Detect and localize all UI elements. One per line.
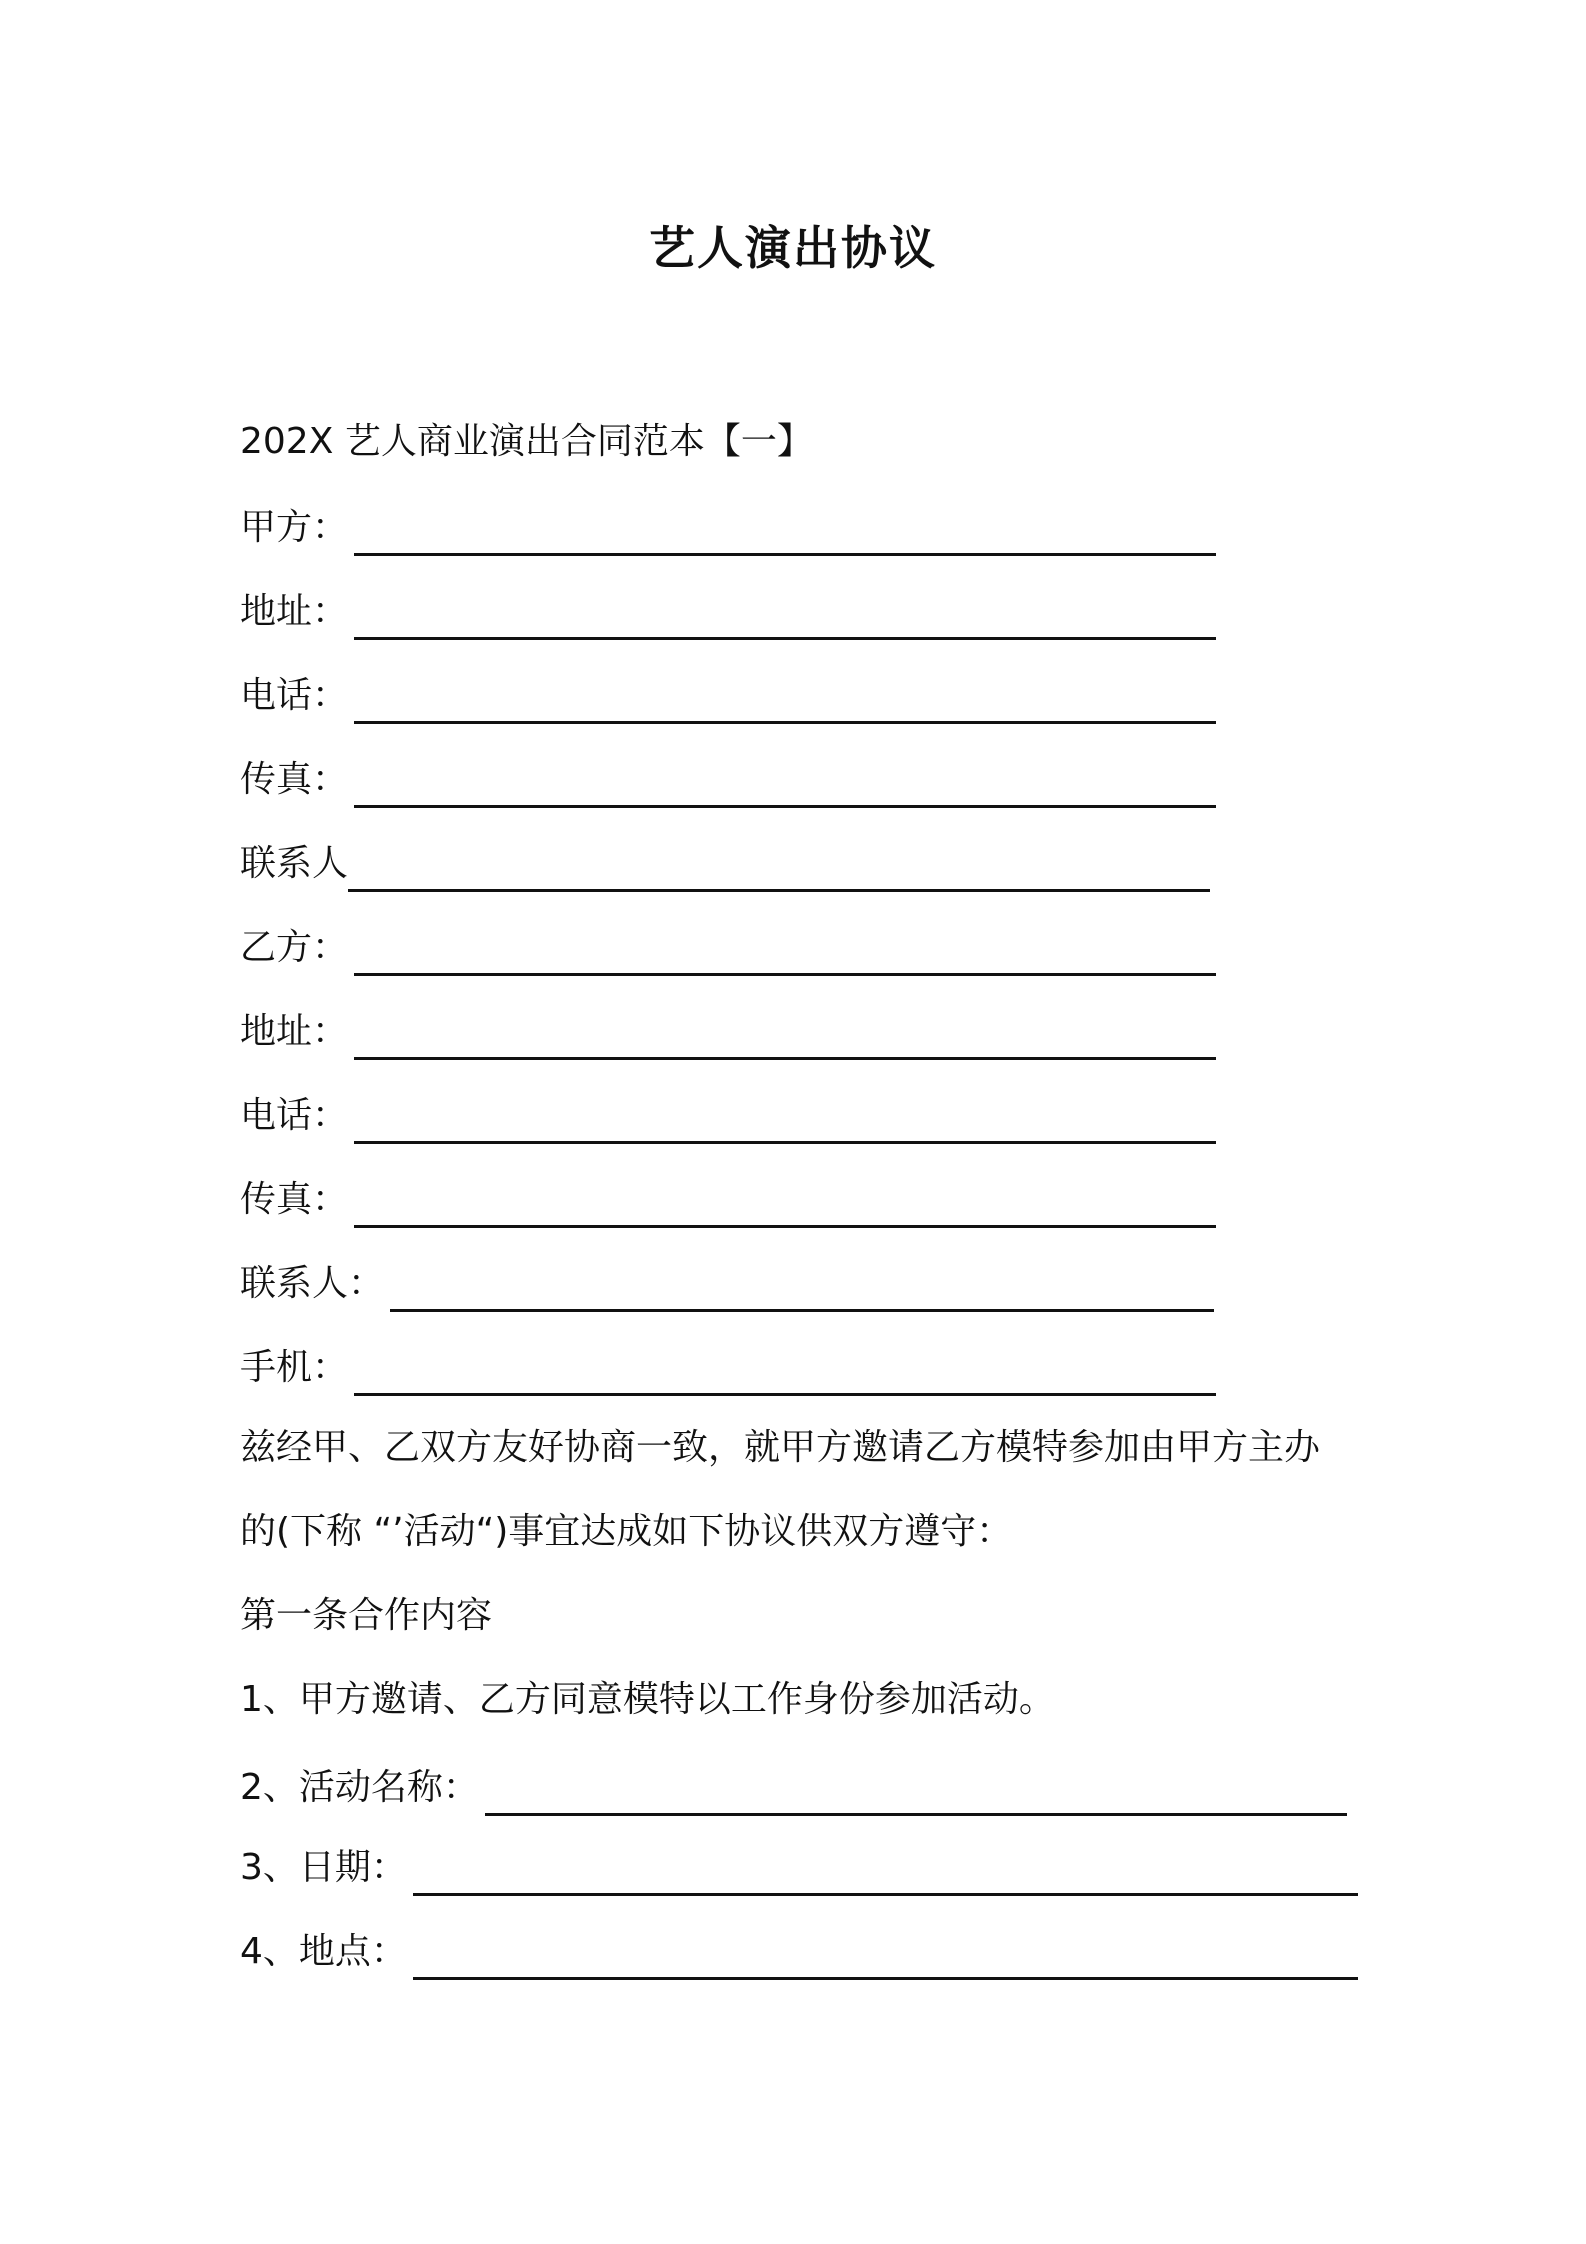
party-b-contact-blank[interactable] [390, 1269, 1214, 1312]
party-b-phone-blank[interactable] [354, 1101, 1216, 1144]
party-b-address-label: 地址： [240, 1011, 349, 1052]
party-b-phone-label: 电话： [240, 1095, 349, 1136]
article-1-item-1: 1、甲方邀请、乙方同意模特以工作身份参加活动。 [240, 1679, 1055, 1720]
intro-paragraph-line-1: 兹经甲、乙双方友好协商一致，就甲方邀请乙方模特参加由甲方主办 [240, 1427, 1321, 1468]
document-title: 艺人演出协议 [649, 221, 937, 275]
article-1-item-3-field [240, 1840, 1358, 1896]
party-a-address-field [240, 584, 1216, 640]
activity-name-blank[interactable] [485, 1773, 1347, 1816]
article-1-heading: 第一条合作内容 [240, 1595, 493, 1636]
party-b-phone-field [240, 1088, 1216, 1144]
party-b-contact-field [240, 1256, 1214, 1312]
party-a-fax-field [240, 752, 1216, 808]
location-label: 4、地点： [240, 1931, 407, 1972]
party-a-contact-blank[interactable] [348, 849, 1210, 892]
party-b-address-blank[interactable] [354, 1017, 1216, 1060]
party-b-mobile-blank[interactable] [354, 1353, 1216, 1396]
party-a-phone-field [240, 668, 1216, 724]
date-blank[interactable] [413, 1853, 1358, 1896]
party-b-address-field [240, 1004, 1216, 1060]
party-a-fax-label: 传真： [240, 759, 349, 800]
party-a-name-field [240, 500, 1216, 556]
party-b-name-blank[interactable] [354, 933, 1216, 976]
party-b-fax-label: 传真： [240, 1179, 349, 1220]
party-a-fax-blank[interactable] [354, 765, 1216, 808]
document-subtitle: 202X 艺人商业演出合同范本【一】 [240, 421, 813, 462]
party-b-name-label: 乙方： [240, 927, 349, 968]
location-blank[interactable] [413, 1937, 1358, 1980]
party-a-name-blank[interactable] [354, 513, 1216, 556]
party-a-address-blank[interactable] [354, 597, 1216, 640]
article-1-item-2-field [240, 1760, 1347, 1816]
party-a-name-label: 甲方： [240, 507, 349, 548]
party-a-phone-blank[interactable] [354, 681, 1216, 724]
party-b-fax-blank[interactable] [354, 1185, 1216, 1228]
party-b-mobile-label: 手机： [240, 1347, 349, 1388]
party-a-contact-label: 联系人 [240, 843, 349, 884]
article-1-item-4-field [240, 1924, 1358, 1980]
party-a-contact-field [240, 836, 1210, 892]
party-b-contact-label: 联系人： [240, 1263, 385, 1304]
party-a-address-label: 地址： [240, 591, 349, 632]
intro-paragraph-line-2: 的(下称 “’活动“)事宜达成如下协议供双方遵守： [240, 1511, 1013, 1552]
party-b-fax-field [240, 1172, 1216, 1228]
party-b-name-field [240, 920, 1216, 976]
activity-name-label: 2、活动名称： [240, 1767, 479, 1808]
party-a-phone-label: 电话： [240, 675, 349, 716]
party-b-mobile-field [240, 1340, 1216, 1396]
date-label: 3、日期： [240, 1847, 407, 1888]
